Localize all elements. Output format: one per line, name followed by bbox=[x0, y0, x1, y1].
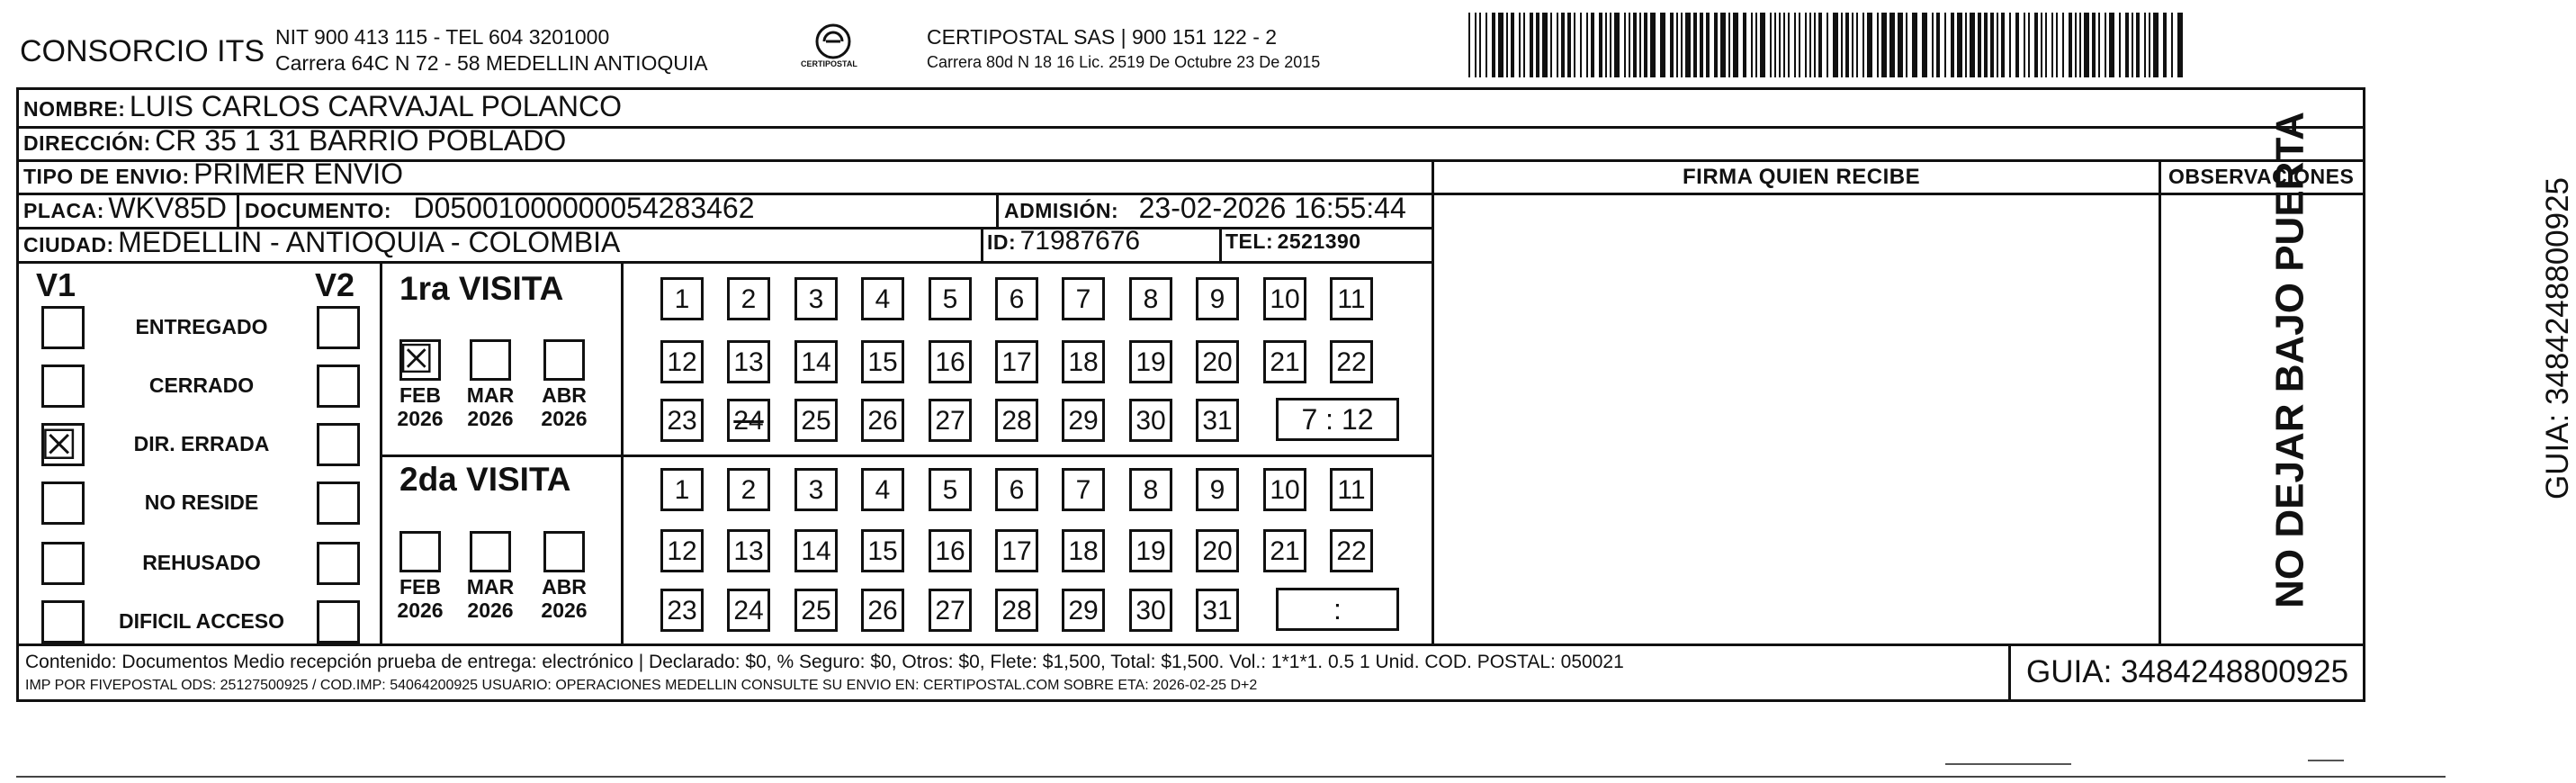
first-day-box[interactable]: 26 bbox=[861, 399, 904, 442]
v1-checkbox[interactable] bbox=[41, 482, 85, 525]
barcode bbox=[1468, 13, 2184, 77]
second-day-box[interactable]: 31 bbox=[1196, 589, 1239, 632]
v2-checkbox[interactable] bbox=[317, 542, 360, 585]
second-month-label: ABR bbox=[542, 575, 587, 598]
second-day-box[interactable]: 29 bbox=[1062, 589, 1105, 632]
first-day-box[interactable]: 7 bbox=[1062, 277, 1105, 320]
v2-checkbox[interactable] bbox=[317, 364, 360, 408]
check-mark-icon: ☒ bbox=[40, 421, 78, 468]
v1-checkbox[interactable] bbox=[41, 364, 85, 408]
check-mark-icon: ☒ bbox=[399, 338, 435, 382]
id-value: 71987676 bbox=[1019, 226, 1141, 256]
v2-checkbox[interactable] bbox=[317, 482, 360, 525]
second-day-box[interactable]: 18 bbox=[1062, 529, 1105, 572]
nombre-value: LUIS CARLOS CARVAJAL POLANCO bbox=[129, 90, 622, 122]
first-day-box[interactable]: 19 bbox=[1129, 340, 1172, 383]
direccion-row bbox=[23, 124, 566, 158]
first-day-box[interactable]: 14 bbox=[794, 340, 838, 383]
signature-area[interactable] bbox=[1434, 195, 2159, 644]
second-month-label: MAR bbox=[466, 575, 515, 598]
second-day-box[interactable]: 23 bbox=[660, 589, 704, 632]
first-day-box[interactable]: 27 bbox=[929, 399, 972, 442]
first-day-box[interactable]: 25 bbox=[794, 399, 838, 442]
second-day-box[interactable]: 5 bbox=[929, 468, 972, 511]
admision-cell bbox=[1004, 192, 1406, 225]
first-visit-time[interactable]: 7 : 12 bbox=[1276, 398, 1399, 441]
side-guia: GUIA: 3484248800925 bbox=[2540, 176, 2576, 500]
documento-cell bbox=[245, 192, 755, 225]
footer-line1: Contenido: Documentos Medio recepción prueba de entrega: electrónico | Declarado: $0, % Seguro: $0, Otros: $0, Flete: $1,500, Total: $1,500. Vol.: 1*1*1. 0.5 1 Unid. COD. POSTAL: 050021 bbox=[25, 652, 1624, 672]
first-year-label: 2026 bbox=[397, 407, 444, 430]
first-day-box[interactable]: 17 bbox=[995, 340, 1038, 383]
first-month-box[interactable] bbox=[399, 339, 441, 381]
admision-label: ADMISIÓN: bbox=[1004, 199, 1119, 222]
placa-value: WKV85D bbox=[108, 192, 227, 224]
second-day-box[interactable]: 24 bbox=[727, 589, 770, 632]
first-month-box[interactable] bbox=[543, 339, 585, 381]
second-day-box[interactable]: 16 bbox=[929, 529, 972, 572]
first-day-box[interactable]: 13 bbox=[727, 340, 770, 383]
certipostal-line2: Carrera 80d N 18 16 Lic. 2519 De Octubre 23 De 2015 bbox=[927, 53, 1321, 71]
side-text bbox=[2267, 99, 2576, 621]
first-year-label: 2026 bbox=[467, 407, 514, 430]
logo-caption: CERTIPOSTAL bbox=[801, 59, 857, 68]
second-year-label: 2026 bbox=[467, 598, 514, 622]
second-month-box[interactable] bbox=[543, 531, 585, 572]
second-day-box[interactable]: 22 bbox=[1330, 529, 1373, 572]
firma-label: FIRMA QUIEN RECIBE bbox=[1683, 165, 1921, 189]
observaciones-label: OBSERVACIONES bbox=[2168, 165, 2355, 188]
v2-checkbox[interactable] bbox=[317, 306, 360, 349]
first-month-box[interactable] bbox=[470, 339, 511, 381]
status-label: CERRADO bbox=[148, 374, 255, 397]
v1-checkbox[interactable] bbox=[41, 542, 85, 585]
company-address: Carrera 64C N 72 - 58 MEDELLIN ANTIOQUIA bbox=[275, 51, 708, 75]
status-label: NO RESIDE bbox=[144, 490, 259, 514]
second-day-box[interactable]: 19 bbox=[1129, 529, 1172, 572]
ciudad-cell bbox=[23, 226, 620, 259]
second-day-box[interactable]: 26 bbox=[861, 589, 904, 632]
second-month-box[interactable] bbox=[399, 531, 441, 572]
second-day-box[interactable]: 2 bbox=[727, 468, 770, 511]
first-day-box[interactable]: 9 bbox=[1196, 277, 1239, 320]
first-day-box[interactable]: 2 bbox=[727, 277, 770, 320]
second-month-box[interactable] bbox=[470, 531, 511, 572]
first-day-box[interactable]: 8 bbox=[1129, 277, 1172, 320]
first-day-box[interactable]: 6 bbox=[995, 277, 1038, 320]
second-day-box[interactable]: 4 bbox=[861, 468, 904, 511]
first-day-box[interactable]: 10 bbox=[1263, 277, 1306, 320]
nombre-label: NOMBRE: bbox=[23, 97, 126, 121]
first-month-label: MAR bbox=[466, 383, 515, 407]
first-day-box[interactable]: 29 bbox=[1062, 399, 1105, 442]
first-month-label: ABR bbox=[542, 383, 587, 407]
company-name: CONSORCIO ITS bbox=[20, 34, 265, 68]
second-day-box[interactable]: 3 bbox=[794, 468, 838, 511]
first-day-box[interactable]: 23 bbox=[660, 399, 704, 442]
footer-line2: IMP POR FIVEPOSTAL ODS: 25127500925 / COD.IMP: 54064200925 USUARIO: OPERACIONES MEDELLIN CONSULTE SU ENVIO EN: CERTIPOSTAL.COM SOBRE ETA: 2026-02-25 D+2 bbox=[25, 678, 1258, 693]
second-day-box[interactable]: 13 bbox=[727, 529, 770, 572]
ciudad-value: MEDELLIN - ANTIOQUIA - COLOMBIA bbox=[118, 226, 621, 258]
v2-checkbox[interactable] bbox=[317, 600, 360, 644]
v1-checkbox[interactable] bbox=[41, 306, 85, 349]
first-day-box[interactable]: 1 bbox=[660, 277, 704, 320]
first-day-box[interactable]: 15 bbox=[861, 340, 904, 383]
v1-checkbox[interactable] bbox=[41, 600, 85, 644]
second-day-box[interactable]: 17 bbox=[995, 529, 1038, 572]
id-cell bbox=[987, 226, 1140, 256]
second-day-box[interactable]: 28 bbox=[995, 589, 1038, 632]
second-day-box[interactable]: 8 bbox=[1129, 468, 1172, 511]
tel-label: TEL: bbox=[1225, 230, 1274, 253]
second-day-box[interactable]: 11 bbox=[1330, 468, 1373, 511]
second-day-box[interactable]: 1 bbox=[660, 468, 704, 511]
second-day-box[interactable]: 14 bbox=[794, 529, 838, 572]
direccion-label: DIRECCIÓN: bbox=[23, 131, 151, 155]
tipo-envio-label: TIPO DE ENVIO: bbox=[23, 165, 190, 188]
certipostal-line1: CERTIPOSTAL SAS | 900 151 122 - 2 bbox=[927, 25, 1278, 49]
admision-value: 23-02-2026 16:55:44 bbox=[1138, 192, 1406, 224]
first-day-box[interactable]: 16 bbox=[929, 340, 972, 383]
second-year-label: 2026 bbox=[397, 598, 444, 622]
second-day-box[interactable]: 20 bbox=[1196, 529, 1239, 572]
status-label: REHUSADO bbox=[142, 551, 261, 574]
first-day-box[interactable]: 12 bbox=[660, 340, 704, 383]
second-day-box[interactable]: 10 bbox=[1263, 468, 1306, 511]
first-day-box[interactable]: 28 bbox=[995, 399, 1038, 442]
ciudad-label: CIUDAD: bbox=[23, 233, 114, 256]
tel-cell bbox=[1225, 230, 1361, 254]
tel-value: 2521390 bbox=[1277, 230, 1361, 253]
company-nit: NIT 900 413 115 - TEL 604 3201000 bbox=[275, 25, 610, 49]
first-year-label: 2026 bbox=[541, 407, 588, 430]
status-label: ENTREGADO bbox=[135, 315, 268, 338]
first-day-box[interactable]: 22 bbox=[1330, 340, 1373, 383]
second-day-box[interactable]: 30 bbox=[1129, 589, 1172, 632]
second-day-box[interactable]: 12 bbox=[660, 529, 704, 572]
v2-checkbox[interactable] bbox=[317, 423, 360, 466]
second-day-box[interactable]: 15 bbox=[861, 529, 904, 572]
second-day-box[interactable]: 7 bbox=[1062, 468, 1105, 511]
observaciones-area[interactable] bbox=[2161, 195, 2365, 644]
tipo-envio-value: PRIMER ENVIO bbox=[193, 158, 404, 190]
first-day-box[interactable]: 21 bbox=[1263, 340, 1306, 383]
first-day-box[interactable]: 24 bbox=[727, 399, 770, 442]
second-day-box[interactable]: 9 bbox=[1196, 468, 1239, 511]
status-label: DIFICIL ACCESO bbox=[118, 609, 284, 633]
footer-guia: GUIA: 3484248800925 bbox=[2026, 654, 2349, 689]
first-day-box[interactable]: 18 bbox=[1062, 340, 1105, 383]
v1-checkbox[interactable] bbox=[41, 423, 85, 466]
second-month-label: FEB bbox=[399, 575, 441, 598]
second-visit-time[interactable]: : bbox=[1276, 588, 1399, 631]
first-day-box[interactable]: 3 bbox=[794, 277, 838, 320]
tipo-envio-row bbox=[23, 158, 403, 191]
id-label: ID: bbox=[987, 230, 1017, 254]
first-day-box[interactable]: 4 bbox=[861, 277, 904, 320]
second-day-box[interactable]: 6 bbox=[995, 468, 1038, 511]
side-warning: NO DEJAR BAJO PUERTA bbox=[2267, 112, 2312, 608]
second-visit-label: 2da VISITA bbox=[399, 461, 571, 498]
first-day-box[interactable]: 31 bbox=[1196, 399, 1239, 442]
placa-cell bbox=[23, 192, 227, 225]
first-day-box[interactable]: 30 bbox=[1129, 399, 1172, 442]
first-visit-label: 1ra VISITA bbox=[399, 270, 564, 307]
first-day-box[interactable]: 20 bbox=[1196, 340, 1239, 383]
v1-label: V1 bbox=[36, 266, 76, 303]
first-day-box[interactable]: 11 bbox=[1330, 277, 1373, 320]
second-day-box[interactable]: 27 bbox=[929, 589, 972, 632]
first-month-label: FEB bbox=[399, 383, 441, 407]
first-day-box[interactable]: 5 bbox=[929, 277, 972, 320]
second-day-box[interactable]: 25 bbox=[794, 589, 838, 632]
documento-label: DOCUMENTO: bbox=[245, 199, 392, 222]
v2-label: V2 bbox=[315, 266, 355, 303]
documento-value: D05001000000054283462 bbox=[413, 192, 755, 224]
second-year-label: 2026 bbox=[541, 598, 588, 622]
nombre-row bbox=[23, 90, 622, 123]
second-day-box[interactable]: 21 bbox=[1263, 529, 1306, 572]
direccion-value: CR 35 1 31 BARRIO POBLADO bbox=[155, 124, 567, 157]
status-label: DIR. ERRADA bbox=[133, 432, 270, 455]
placa-label: PLACA: bbox=[23, 199, 104, 222]
